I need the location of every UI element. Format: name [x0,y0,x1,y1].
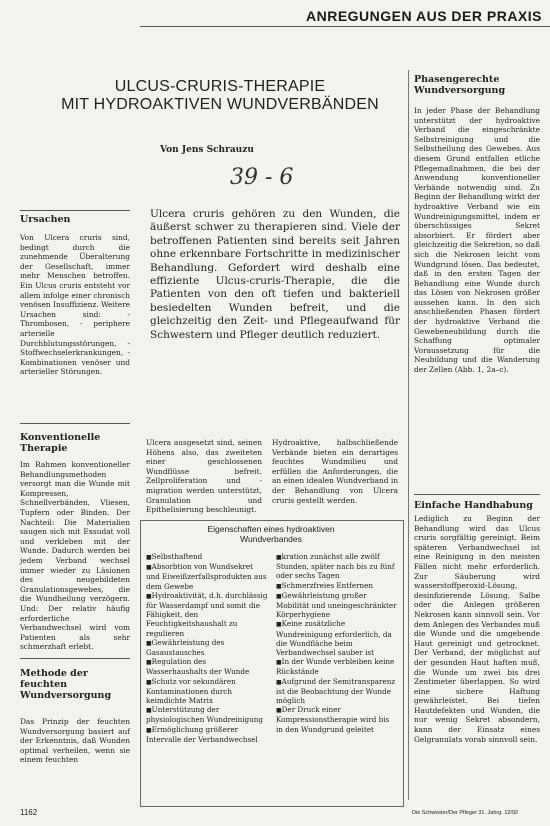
box-column-1 [146,552,268,744]
heading-phasen: Phasengerechte Wundversorgung [414,74,506,96]
box-item: ■ Aufgrund der Semitransparenz ist die Beobachtung der Wunde möglich [276,677,398,706]
box-item: ■ Schmerzfreies Entfernen [276,581,398,591]
column-divider [408,70,409,800]
konventionelle-text: Im Rahmen konventioneller Behandlungsmethoden versorgt man die Wunde mit Kompressen, Schnellverbänden, Vliesen, Tupfern oder Binden. Der Nachteil: Die Materialien saugen sich mit Exsudat voll und verkleben mit der Wunde. Dadurch werden bei jedem Verband wechsel immer wieder zu Läsionen des neugebildeten Granulationsgewebes, die die Wundheilung verzögern. Und: Der relativ häufig erforderliche Verbandwechsel wird vom Patienten als sehr schmerzhaft erlebt. [20,460,130,652]
mid-left-text: Ulcera ausgesetzt sind, seinen Höhens also, das zweiteten einer geschlossenen Wundflüsse befreit. Zellproliferation und -migration werden unterstützt, Granulation und Epithelisierung beschleunigt. [146,438,262,515]
box-title-line-2: Wundverbandes [240,534,302,544]
box-item: ■ kration zunächst alle zwölf Stunden, später nach bis zu fünf oder sechs Tagen [276,552,398,581]
box-item: ■ Gewährleistung des Gasaustausches [146,638,268,657]
phasen-text: In jeder Phase der Behandlung unterstützt der hydroaktive Verband die eingeschränkte Selbstreinigung und die Selbstheilung des Gewebes. Aus diesem Grund entfallen etliche Pflegemaßnahmen, die bei der Anwendung konventioneller Verbände notwendig sind. Zu Beginn der Behandlung wirkt der hydroaktive Verband wie ein Wundreinigungsmittel, indem er überschüssiges Sekret absorbiert. Er fördert aber gleichzeitig die Sekretion, so daß sich die Nekrosen leicht vom Wundgrund lösen. Das bedeutet, daß in den ersten Tagen der Behandlung eine Wunde durch das Lösen von Nekrosen größer aussehen kann. In den sich anschließenden Phasen fördert der hydroaktive Verband die Gewebeneubildung durch die Schaffung optimaler Voraussetzung für die Neubildung und die Wanderung der Zellen (Abb. 1, 2a–c). [414,106,540,375]
box-item: ■ Selbsthaftend [146,552,268,562]
mid-right-text: Hydroaktive, halbschließende Verbände bieten ein derartiges feuchtes Wundmilieu und erfüllen die Anforderungen, die an einen idealen Wundverband in der Behandlung von Ulcera cruris gestellt werden. [272,438,398,505]
box-item: ■ Regulation des Wasserhaushalts der Wunde [146,657,268,676]
heading-einfach: Einfache Handhabung [414,500,533,511]
right-rule [414,494,540,495]
box-item: ■ Ermöglichung größerer Intervalle der Verbandwechsel [146,725,268,744]
methode-text: Das Prinzip der feuchten Wundversorgung basiert auf der Erkenntnis, daß Wunden optimal verheilen, wenn sie einem feuchten [20,717,130,765]
author-byline: Von Jens Schrauzu [160,145,254,155]
heading-konventionelle: Konventionelle Therapie [20,432,101,454]
lead-paragraph: Ulcera cruris gehören zu den Wunden, die äußerst schwer zu therapieren sind. Viele der betroffenen Patienten sind bereits seit Jahren ohne erkennbare Fortschritte in medizinischer Behandlung. Gefordert wird deshalb eine effiziente Ulcus-cruris-Therapie, die die Patienten von den oft tiefen und bakteriell besiedelten Wunden befreit, und die gleichzeitig den Zeit- und Pflegeaufwand für Schwestern und Pfleger deutlich reduziert. [150,208,400,341]
ursachen-text: Von Ulcera cruris sind, bedingt durch die zunehmende Überalterung der Gesellschaft, immer mehr Menschen betroffen. Ein Ulcus cruris entsteht vor allem infolge einer chronisch venösen Insuffizienz. Weitere Ursachen sind: - Thrombosen, - periphere arterielle Durchblutungsstörungen, - Stoffwechselerkrankungen, - Kombinationen venöser und arterieller Störungen. [20,233,130,377]
box-column-2 [276,552,398,734]
box-item: ■ Hydroaktivität, d.h. durchlässig für Wasserdampf und somit die Fähigkeit, den Feuchtigkeitshaushalt zu regulieren [146,591,268,638]
journal-citation: Die Schwester/Der Pfleger 31. Jahrg. 12/92 [412,810,519,816]
heading-methode: Methode der feuchten Wundversorgung [20,668,112,701]
box-item: ■ Unterstützung der physiologischen Wundreinigung [146,705,268,724]
left-rule [20,210,130,211]
title-line-1: ULCUS-CRURIS-THERAPIE [114,78,326,95]
page-number: 1162 [20,808,38,817]
box-item: ■ Keine zusätzliche Wundreinigung erforderlich, da die Wundfläche beim Verbandwechsel sauber ist [276,619,398,657]
properties-box-title [140,524,402,544]
box-item: ■ Absorbtion von Wundsekret und Eiweißzerfallsprodukten aus dem Gewebe [146,562,268,591]
box-item: ■ Der Druck einer Kompressionstherapie wird bis in den Wundgrund geleitet [276,705,398,734]
section-title: ANREGUNGEN AUS DER PRAXIS [305,8,542,24]
box-item: ■ In der Wunde verbleiben keine Rückstände [276,657,398,676]
article-title [40,78,400,114]
title-line-2: MIT HYDROAKTIVEN WUNDVERBÄNDEN [61,96,379,113]
left-rule-3 [20,658,130,659]
left-rule-2 [20,423,130,424]
handwritten-note: 39 - 6 [230,165,294,190]
einfach-text: Lediglich zu Beginn der Behandlung wird das Ulcus cruris sorgfältig gereinigt. Beim späteren Verbandwechsel ist eine Reinigung in den meisten Fällen nicht mehr erforderlich. Zur Säuberung wird wasserstoffperoxid-Lösung, desinfizierende Lösung, Salbe oder die Anlegen größeren Nekrosen kann sinnvoll sein. Vor dem Anlegen des Verbandes muß die Wunde und die umgebende Haut gereinigt und getrocknet. Der Verband, der möglichst auf der gesunden Haut haften muß, die Wunde um zwei bis drei Zentimeter überlappen. So wird eine sichere Haftung gewährleistet. Bei tiefen Hautdefekten und Wunden, die nur wenig Sekret absondern, kann der Einsatz eines Gelgranulats vorab sinnvoll sein. [414,514,540,744]
heading-ursachen: Ursachen [20,214,71,225]
box-item: ■ Schutz vor sekundären Kontaminationen durch keimdichte Matrix [146,677,268,706]
box-item: ■ Gewährleistung großer Mobilität und uneingeschränkter Körperhygiene [276,591,398,620]
box-title-line-1: Eigenschaften eines hydroaktiven [207,524,335,534]
header-rule [140,26,550,27]
